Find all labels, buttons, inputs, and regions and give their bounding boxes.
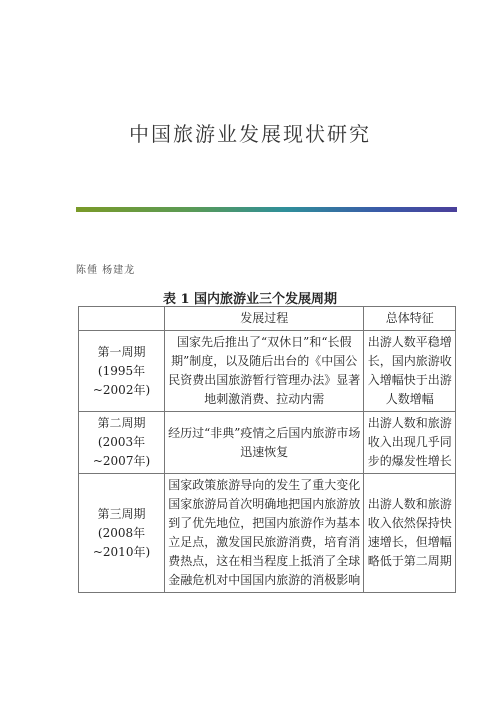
period-cell: 第三周期(2008年~2010年) — [79, 474, 165, 593]
table-caption: 表 1 国内旅游业三个发展周期 — [162, 292, 338, 307]
feature-cell: 出游人数和旅游收入依然保持快速增长，但增幅略低于第二周期 — [364, 474, 456, 593]
table-row — [79, 412, 456, 474]
header-process: 发展过程 — [165, 307, 364, 331]
feature-cell: 出游人数和旅游收入出现几乎同步的爆发性增长 — [364, 412, 456, 474]
paper-title: 中国旅游业发展现状研究 — [129, 122, 371, 146]
header-period — [79, 307, 165, 331]
header-feature: 总体特征 — [364, 307, 456, 331]
table-row — [79, 474, 456, 593]
period-cell: 第一周期(1995年~2002年) — [79, 331, 165, 412]
title-divider-bar — [76, 207, 457, 212]
table-header-row — [79, 307, 456, 331]
feature-cell: 出游人数平稳增长，国内旅游收入增幅快于出游人数增幅 — [364, 331, 456, 412]
development-cycles-table — [78, 306, 456, 593]
process-cell: 经历过“非典”疫情之后国内旅游市场迅速恢复 — [165, 412, 364, 474]
table-row — [79, 331, 456, 412]
period-cell: 第二周期(2003年~2007年) — [79, 412, 165, 474]
authors: 陈偅 杨建龙 — [76, 265, 136, 276]
process-cell: 国家政策旅游导向的发生了重大变化国家旅游局首次明确地把国内旅游放到了优先地位，把国内旅游作为基本立足点，激发国民旅游消费，培育消费热点，这在相当程度上抵消了全球金融危机对中国国内旅游的消极影响 — [165, 474, 364, 593]
process-cell: 国家先后推出了“双休日”和“长假期”制度，以及随后出台的《中国公民资费出国旅游暂行管理办法》显著地刺激消费、拉动内需 — [165, 331, 364, 412]
